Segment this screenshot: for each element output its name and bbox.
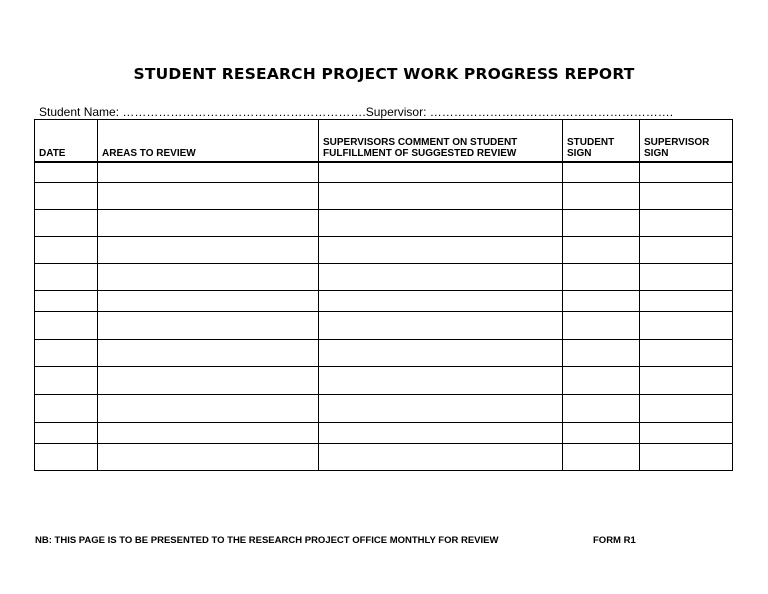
comment-cell[interactable]	[319, 263, 563, 290]
table-row	[35, 182, 733, 209]
student-name-field[interactable]: …………………………………………………….	[122, 105, 366, 119]
table-row	[35, 236, 733, 263]
areas-cell[interactable]	[98, 311, 319, 339]
table-row	[35, 209, 733, 236]
date-cell[interactable]	[35, 162, 98, 182]
areas-cell[interactable]	[98, 290, 319, 311]
areas-cell[interactable]	[98, 162, 319, 182]
date-cell[interactable]	[35, 236, 98, 263]
comment-cell[interactable]	[319, 366, 563, 394]
header-areas-to-review: AREAS TO REVIEW	[98, 120, 319, 163]
date-cell[interactable]	[35, 263, 98, 290]
student-supervisor-line	[39, 105, 739, 119]
areas-cell[interactable]	[98, 422, 319, 443]
report-title: STUDENT RESEARCH PROJECT WORK PROGRESS REPORT	[133, 65, 635, 83]
date-cell[interactable]	[35, 394, 98, 422]
table-header-row	[35, 120, 733, 163]
supervisor-sign-cell[interactable]	[640, 394, 733, 422]
date-cell[interactable]	[35, 443, 98, 470]
supervisor-sign-cell[interactable]	[640, 236, 733, 263]
supervisor-sign-cell[interactable]	[640, 422, 733, 443]
student-sign-cell[interactable]	[563, 339, 640, 366]
table-row	[35, 290, 733, 311]
student-sign-cell[interactable]	[563, 422, 640, 443]
supervisor-field[interactable]: …………………………………………………….	[429, 105, 674, 119]
date-cell[interactable]	[35, 339, 98, 366]
table-row	[35, 162, 733, 182]
supervisor-sign-cell[interactable]	[640, 263, 733, 290]
supervisor-sign-cell[interactable]	[640, 209, 733, 236]
student-sign-cell[interactable]	[563, 162, 640, 182]
comment-cell[interactable]	[319, 162, 563, 182]
comment-cell[interactable]	[319, 422, 563, 443]
table-row	[35, 311, 733, 339]
supervisor-sign-cell[interactable]	[640, 339, 733, 366]
student-sign-cell[interactable]	[563, 394, 640, 422]
comment-cell[interactable]	[319, 236, 563, 263]
table-row	[35, 394, 733, 422]
progress-table	[34, 119, 733, 471]
supervisor-sign-cell[interactable]	[640, 311, 733, 339]
comment-cell[interactable]	[319, 290, 563, 311]
student-sign-cell[interactable]	[563, 209, 640, 236]
comment-cell[interactable]	[319, 311, 563, 339]
areas-cell[interactable]	[98, 236, 319, 263]
header-student-sign: STUDENT SIGN	[563, 120, 640, 163]
areas-cell[interactable]	[98, 443, 319, 470]
supervisor-sign-cell[interactable]	[640, 162, 733, 182]
header-supervisor-comment: SUPERVISORS COMMENT ON STUDENT FULFILLMENT OF SUGGESTED REVIEW	[319, 120, 563, 163]
areas-cell[interactable]	[98, 263, 319, 290]
date-cell[interactable]	[35, 209, 98, 236]
areas-cell[interactable]	[98, 339, 319, 366]
date-cell[interactable]	[35, 290, 98, 311]
table-row	[35, 443, 733, 470]
areas-cell[interactable]	[98, 394, 319, 422]
date-cell[interactable]	[35, 422, 98, 443]
supervisor-sign-cell[interactable]	[640, 443, 733, 470]
table-row	[35, 263, 733, 290]
form-code: FORM R1	[593, 535, 636, 546]
date-cell[interactable]	[35, 366, 98, 394]
areas-cell[interactable]	[98, 366, 319, 394]
comment-cell[interactable]	[319, 339, 563, 366]
student-sign-cell[interactable]	[563, 311, 640, 339]
table-row	[35, 366, 733, 394]
date-cell[interactable]	[35, 311, 98, 339]
table-body	[35, 162, 733, 470]
header-date: DATE	[35, 120, 98, 163]
supervisor-label: Supervisor:	[365, 105, 430, 119]
date-cell[interactable]	[35, 182, 98, 209]
header-supervisor-sign: SUPERVISOR SIGN	[640, 120, 733, 163]
student-sign-cell[interactable]	[563, 182, 640, 209]
supervisor-sign-cell[interactable]	[640, 366, 733, 394]
student-sign-cell[interactable]	[563, 236, 640, 263]
table-row	[35, 422, 733, 443]
comment-cell[interactable]	[319, 182, 563, 209]
student-sign-cell[interactable]	[563, 290, 640, 311]
supervisor-sign-cell[interactable]	[640, 290, 733, 311]
comment-cell[interactable]	[319, 209, 563, 236]
student-sign-cell[interactable]	[563, 443, 640, 470]
supervisor-sign-cell[interactable]	[640, 182, 733, 209]
table-row	[35, 339, 733, 366]
footer-note: NB: THIS PAGE IS TO BE PRESENTED TO THE RESEARCH PROJECT OFFICE MONTHLY FOR REVIEW	[35, 535, 499, 546]
student-sign-cell[interactable]	[563, 366, 640, 394]
areas-cell[interactable]	[98, 209, 319, 236]
comment-cell[interactable]	[319, 394, 563, 422]
student-name-label: Student Name:	[39, 105, 123, 119]
comment-cell[interactable]	[319, 443, 563, 470]
student-sign-cell[interactable]	[563, 263, 640, 290]
areas-cell[interactable]	[98, 182, 319, 209]
